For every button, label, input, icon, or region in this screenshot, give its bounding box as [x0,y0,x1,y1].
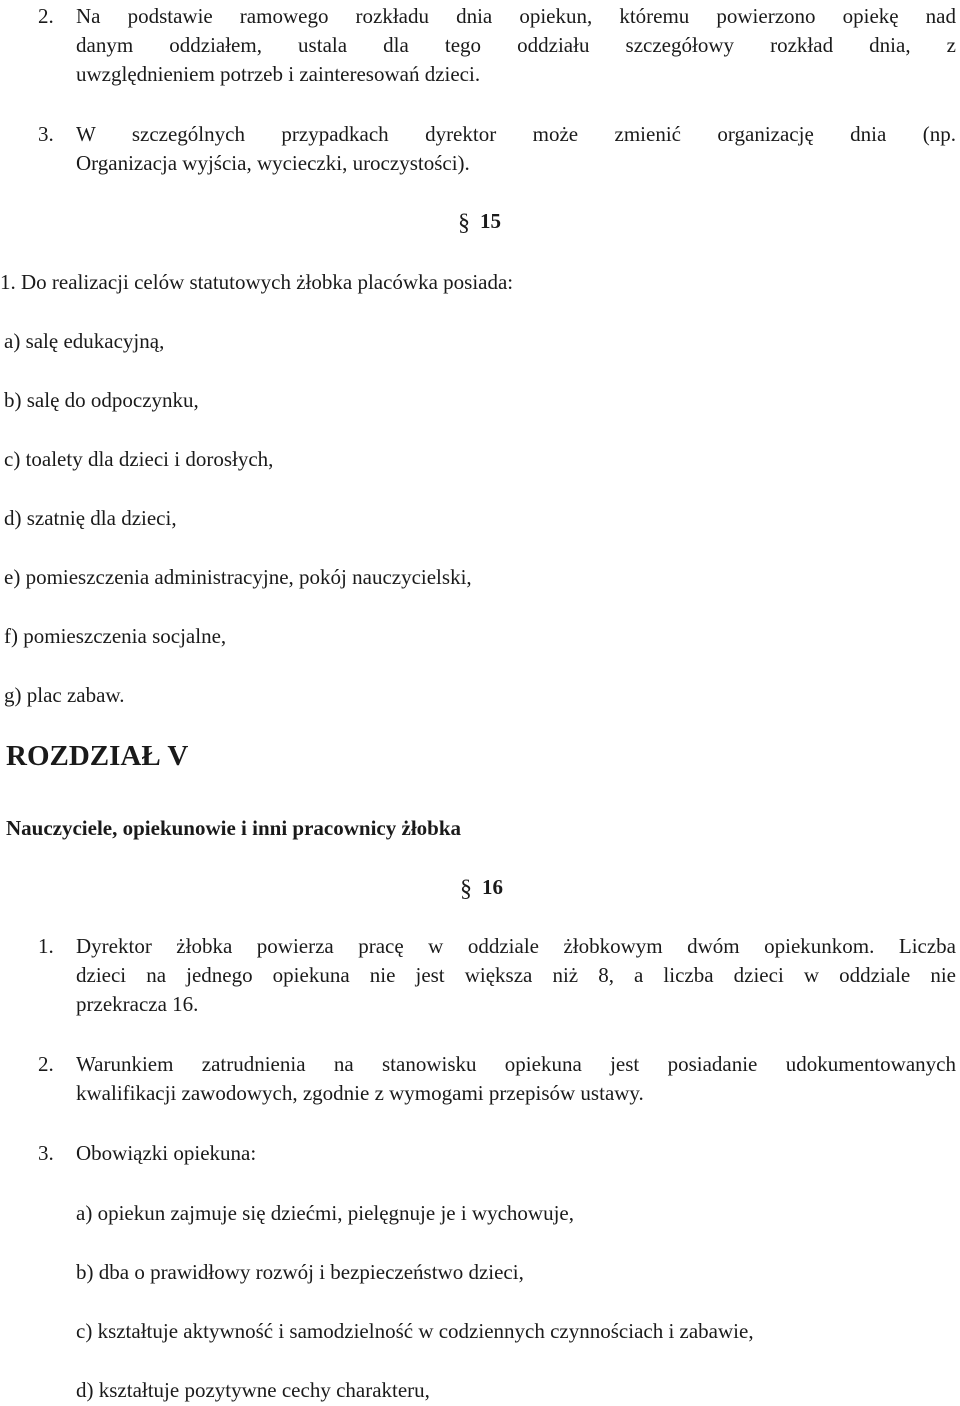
section-number: 15 [480,209,501,233]
item-number: 2. [38,4,54,28]
par15-intro: 1. Do realizacji celów statutowych żłobka placówka posiada: [0,270,514,294]
item-number: 2. [38,1052,54,1076]
duty-item: b) dba o prawidłowy rozwój i bezpieczeństwo dzieci, [76,1260,524,1284]
section-16-heading [460,874,503,901]
list-item: e) pomieszczenia administracyjne, pokój nauczycielski, [4,565,472,589]
list-item: d) szatnię dla dzieci, [4,506,177,530]
duty-item: d) kształtuje pozytywne cechy charakteru, [76,1378,430,1402]
list-item: a) salę edukacyjną, [4,329,165,353]
list-item: f) pomieszczenia socjalne, [4,624,227,648]
item-text-line: Dyrektor żłobka powierza pracę w oddziale żłobkowym dwóm opiekunkom. Liczba [76,934,956,958]
section-number: 16 [482,875,503,899]
item-text-line: kwalifikacji zawodowych, zgodnie z wymogami przepisów ustawy. [76,1081,644,1105]
item-number: 1. [38,934,54,958]
list-item: c) toalety dla dzieci i dorosłych, [4,447,274,471]
item-text-line: Organizacja wyjścia, wycieczki, uroczystości). [76,151,470,175]
item-text-line: Obowiązki opiekuna: [76,1141,257,1165]
chapter-subtitle: Nauczyciele, opiekunowie i inni pracownicy żłobka [6,816,462,840]
section-symbol: § [458,210,470,236]
item-text-line: uwzględnieniem potrzeb i zainteresowań dzieci. [76,62,481,86]
item-text-line: danym oddziałem, ustala dla tego oddziału szczegółowy rozkład dnia, z [76,33,956,57]
section-symbol: § [460,876,472,902]
item-number: 3. [38,1141,54,1165]
item-text-line: przekracza 16. [76,992,199,1016]
chapter-title: ROZDZIAŁ V [6,740,189,772]
list-item: g) plac zabaw. [4,683,125,707]
duty-item: a) opiekun zajmuje się dziećmi, pielęgnuje je i wychowuje, [76,1201,574,1225]
item-number: 3. [38,122,54,146]
item-text-line: Warunkiem zatrudnienia na stanowisku opiekuna jest posiadanie udokumentowanych [76,1052,956,1076]
section-15-heading [458,208,501,235]
item-text-line: W szczególnych przypadkach dyrektor może zmienić organizację dnia (np. [76,122,956,146]
item-text-line: Na podstawie ramowego rozkładu dnia opiekun, któremu powierzono opiekę nad [76,4,956,28]
item-text-line: dzieci na jednego opiekuna nie jest większa niż 8, a liczba dzieci w oddziale nie [76,963,956,987]
list-item: b) salę do odpoczynku, [4,388,199,412]
duty-item: c) kształtuje aktywność i samodzielność w codziennych czynnościach i zabawie, [76,1319,754,1343]
